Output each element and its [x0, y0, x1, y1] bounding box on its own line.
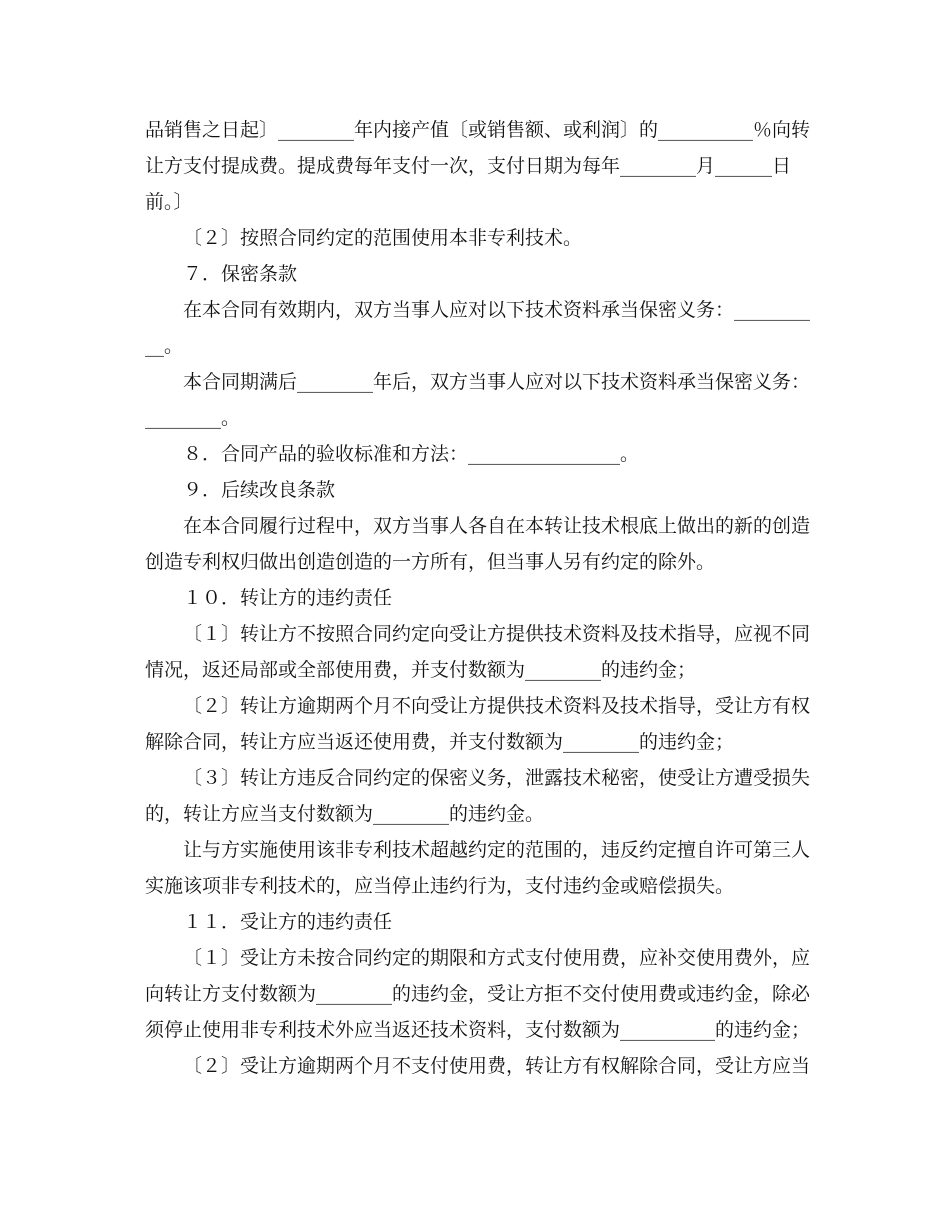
text-line: 在本合同有效期内，双方当事人应对以下技术资料承当保密义务：________: [183, 299, 811, 321]
text-line: ________。: [145, 407, 241, 429]
section-heading: ８．合同产品的验收标准和方法：________________。: [183, 443, 640, 465]
text-line: 本合同期满后________年后，双方当事人应对以下技术资料承当保密义务：: [183, 371, 811, 393]
text-line: 〔２〕受让方逾期两个月不支付使用费，转让方有权解除合同，受让方应当: [183, 1055, 811, 1077]
text-line: 〔１〕受让方未按合同约定的期限和方式支付使用费，应补交使用费外，应: [183, 947, 811, 969]
text-line: 须停止使用非专利技术外应当返还技术资料，支付数额为__________的违约金；: [145, 1019, 811, 1041]
text-line: 解除合同，转让方应当返还使用费，并支付数额为________的违约金；: [145, 731, 735, 753]
section-heading: ９．后续改良条款: [183, 479, 336, 501]
text-line: 创造专利权归做出创造创造的一方所有，但当事人另有约定的除外。: [145, 551, 716, 573]
text-line: 实施该项非专利技术的，应当停止违约行为，支付违约金或赔偿损失。: [145, 875, 735, 897]
text-line: 前。〕: [145, 191, 193, 213]
section-heading: ７．保密条款: [183, 263, 298, 285]
text-line: 的，转让方应当支付数额为________的违约金。: [145, 803, 545, 825]
section-heading: １１．受让方的违约责任: [183, 911, 393, 933]
text-line: 让与方实施使用该非专利技术超越约定的范围的，违反约定擅自许可第三人: [183, 839, 811, 861]
text-line: 〔２〕按照合同约定的范围使用本非专利技术。: [183, 227, 583, 249]
text-line: 在本合同履行过程中，双方当事人各自在本转让技术根底上做出的新的创造: [183, 515, 811, 537]
text-line: __。: [145, 335, 184, 357]
text-line: 向转让方支付数额为________的违约金，受让方拒不交付使用费或违约金，除必: [145, 983, 811, 1005]
text-line: 情况，返还局部或全部使用费，并支付数额为________的违约金；: [145, 659, 697, 681]
text-line: 品销售之日起〕________年内接产值〔或销售额、或利润〕的__________％向转: [145, 119, 811, 141]
text-line: 〔１〕转让方不按照合同约定向受让方提供技术资料及技术指导，应视不同: [183, 623, 811, 645]
text-line: 〔３〕转让方违反合同约定的保密义务，泄露技术秘密，使受让方遭受损失: [183, 767, 811, 789]
text-line: 〔２〕转让方逾期两个月不向受让方提供技术资料及技术指导，受让方有权: [183, 695, 811, 717]
section-heading: １０．转让方的违约责任: [183, 587, 393, 609]
text-line: 让方支付提成费。提成费每年支付一次，支付日期为每年________月______日: [145, 155, 792, 177]
